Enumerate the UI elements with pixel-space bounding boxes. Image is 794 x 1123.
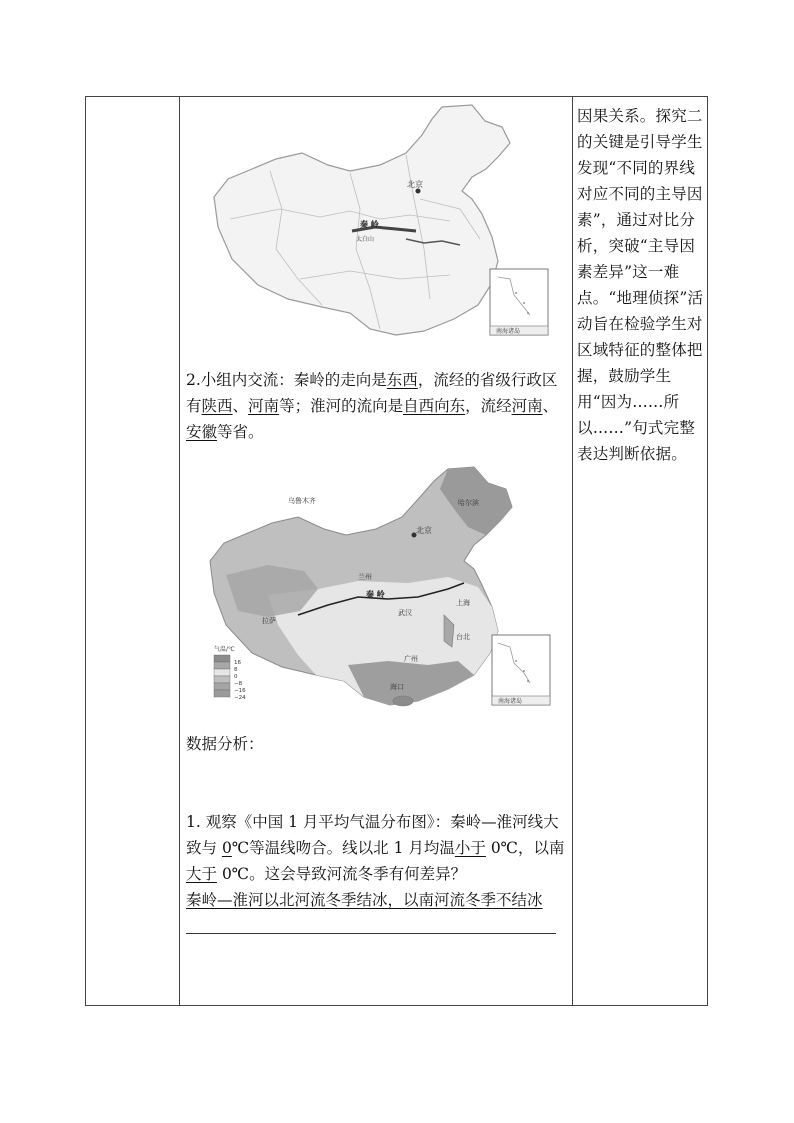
map2-beijing-label: 北京 bbox=[416, 526, 432, 535]
answer-blank: 自西向东 bbox=[403, 397, 466, 415]
lesson-table bbox=[85, 96, 708, 1006]
svg-text:8: 8 bbox=[234, 667, 238, 673]
column-divider bbox=[572, 97, 573, 1005]
svg-text:−24: −24 bbox=[234, 695, 246, 701]
answer-blank: 大于 bbox=[186, 865, 218, 883]
map2-qinling-label: 秦 岭 bbox=[366, 590, 385, 599]
svg-text:−16: −16 bbox=[234, 688, 246, 694]
svg-text:−8: −8 bbox=[234, 681, 243, 687]
map2-guangzhou-label: 广州 bbox=[404, 655, 418, 663]
map2-taibei-label: 台北 bbox=[456, 633, 470, 641]
answer-blank: 东西 bbox=[386, 371, 418, 389]
svg-text:16: 16 bbox=[234, 660, 241, 666]
qinling-huaihe-map bbox=[210, 99, 560, 339]
answer-blank: 安徽 bbox=[186, 423, 218, 441]
map2-haikou-label: 海口 bbox=[390, 683, 404, 691]
content-column bbox=[180, 97, 572, 1005]
svg-text:气温/℃: 气温/℃ bbox=[214, 646, 235, 653]
answer-line: 秦岭—淮河以北河流冬季结冰，以南河流冬季不结冰 bbox=[186, 891, 543, 909]
january-temperature-map bbox=[208, 465, 558, 710]
answer-blank: 陕西 bbox=[201, 397, 233, 415]
answer-blank: 小于 bbox=[454, 839, 486, 857]
blank-answer-line bbox=[186, 933, 556, 934]
notes-column bbox=[577, 103, 707, 467]
map2-lhasa-label: 拉萨 bbox=[262, 617, 276, 625]
map1-beijing-label: 北京 bbox=[407, 180, 423, 189]
map2-lanzhou-label: 兰州 bbox=[358, 573, 372, 581]
south-sea-inset bbox=[490, 269, 548, 335]
map1-qinling-label: 秦 岭 bbox=[360, 220, 379, 229]
map2-harbin-label: 哈尔滨 bbox=[458, 499, 479, 507]
map1-nanhai-label: 南海诸岛 bbox=[496, 328, 521, 335]
design-note: 因果关系。探究二的关键是引导学生发现“不同的界线对应不同的主导因素”，通过对比分析，突破“主导因素差异”这一难点。“地理侦探”活动旨在检验学生对区域特征的整体把握，鼓励学生用“因为……所以……”句式完整表达判断依据。 bbox=[577, 107, 704, 463]
svg-text:0: 0 bbox=[234, 674, 238, 680]
section-heading: 数据分析： bbox=[186, 735, 264, 753]
map2-shanghai-label: 上海 bbox=[456, 599, 470, 607]
map2-wuhan-label: 武汉 bbox=[398, 609, 412, 617]
answer-blank: 河南 bbox=[511, 397, 543, 415]
exchange-paragraph: 2.小组内交流：秦岭的走向是东西，流经的省级行政区有陕西、河南等；淮河的流向是自西向东，流经河南、安徽等省。 bbox=[186, 371, 559, 441]
map2-urumqi-label: 乌鲁木齐 bbox=[288, 497, 316, 505]
map2-nanhai-label: 南海诸岛 bbox=[498, 698, 523, 705]
data-analysis-paragraph: 1. 观察《中国 1 月平均气温分布图》：秦岭—淮河线大致与 0℃等温线吻合。线以北 1 月均温小于 0℃，以南大于 0℃。这会导致河流冬季有何差异？ bbox=[186, 813, 565, 883]
answer-blank: 河南 bbox=[248, 397, 280, 415]
answer-blank: 0 bbox=[221, 839, 232, 857]
map1-taibai-label: 太白山 bbox=[356, 236, 375, 243]
